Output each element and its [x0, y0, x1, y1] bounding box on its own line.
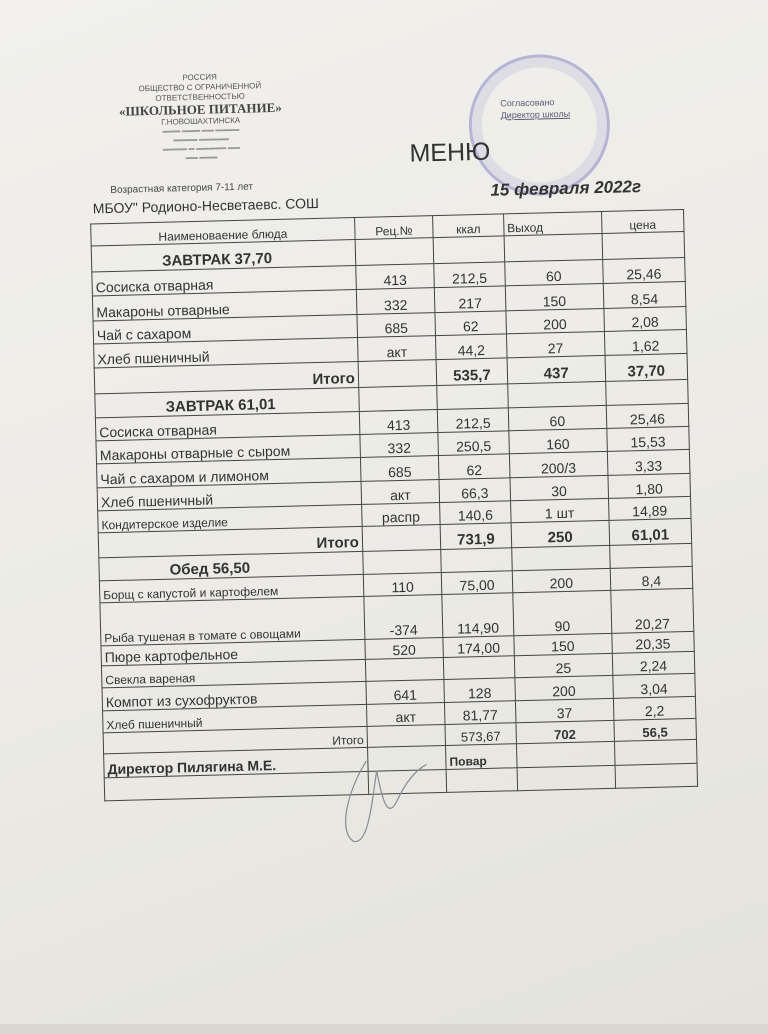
kcal [437, 384, 508, 410]
dish-name: Сосиска отварная [92, 266, 356, 296]
kcal: Повар [446, 744, 517, 770]
org-city: Г.НОВОШАХТИНСКА [161, 115, 241, 127]
portion [516, 741, 614, 767]
kcal: 81,77 [445, 701, 516, 725]
menu-date: 15 февраля 2022г [490, 177, 642, 200]
dish-name: Итого [103, 726, 367, 753]
price: 15,53 [607, 426, 690, 451]
portion: 30 [510, 475, 608, 500]
portion: 200 [512, 568, 610, 592]
dish-name: ЗАВТРАК 61,01 [95, 387, 359, 417]
portion: 60 [508, 405, 606, 430]
price [614, 739, 697, 765]
recipe-number: 520 [365, 637, 444, 659]
kcal: 114,90 [442, 593, 514, 638]
recipe-number: акт [357, 336, 436, 362]
dish-name: Макароны отварные с сыром [96, 434, 360, 463]
recipe-number [355, 238, 434, 266]
price: 14,89 [608, 496, 691, 520]
portion: 200/3 [509, 451, 607, 477]
dish-name: Итого [94, 361, 358, 393]
price: 1,62 [604, 329, 687, 355]
portion: 200 [506, 308, 604, 333]
org-details-blurred: ▬▬▬ ▬▬▬ ▬▬ ▬▬▬▬ ▬▬▬▬ ▬▬▬▬▬ ▬▬▬▬ ▬ ▬▬▬▬▬ ▬▬ ▬▬ ▬▬▬ [162, 126, 240, 162]
dish-name: Сосиска отварная [95, 411, 359, 440]
signature [326, 739, 439, 852]
recipe-number [365, 657, 444, 681]
dish-name: Хлеб пшеничный [103, 704, 367, 732]
price: 37,70 [605, 353, 688, 381]
approval-block [500, 96, 570, 122]
dish-name: Хлеб пшеничный [94, 337, 358, 367]
price [602, 231, 685, 259]
portion: 90 [513, 590, 612, 635]
price: 3,33 [607, 449, 690, 475]
portion: 702 [516, 720, 614, 743]
price: 8,54 [603, 281, 686, 308]
dish-name: Обед 56,50 [99, 551, 363, 580]
kcal [446, 768, 517, 793]
kcal: 573,67 [445, 723, 516, 746]
kcal: 66,3 [439, 478, 510, 503]
recipe-number [363, 550, 442, 575]
portion [504, 233, 603, 261]
dish-name: Хлеб пшеничный [97, 481, 361, 510]
menu-table [90, 209, 698, 801]
portion: 150 [514, 633, 612, 655]
recipe-number [359, 386, 438, 412]
portion: 437 [507, 355, 606, 383]
kcal: 174,00 [443, 636, 514, 658]
age-category: Возрастная категория 7-11 лет [110, 181, 254, 196]
recipe-number: 641 [366, 679, 445, 704]
kcal: 44,2 [436, 334, 507, 360]
recipe-number: 413 [356, 264, 435, 290]
org-line2: ОТВЕТСТВЕННОСТЬЮ [155, 91, 245, 103]
dish-name: Компот из сухофруктов [102, 681, 366, 710]
price: 2,24 [612, 651, 695, 675]
kcal: 212,5 [437, 408, 508, 433]
dish-name: Свекла вареная [101, 659, 365, 687]
kcal: 128 [444, 678, 515, 703]
dish-name: Борщ с капустой и картофелем [99, 574, 363, 602]
dish-name: Итого [98, 526, 362, 557]
kcal: 140,6 [440, 501, 511, 525]
recipe-number [358, 360, 437, 388]
price: 56,5 [614, 718, 697, 741]
portion: 200 [515, 675, 613, 700]
dish-name: Директор Пилягина М.Е. [104, 747, 368, 777]
dish-name: Рыба тушеная в томате с овощами [100, 596, 365, 645]
recipe-number: акт [361, 480, 440, 505]
price: 25,46 [606, 403, 689, 428]
recipe-number: -374 [364, 595, 443, 640]
org-name: «ШКОЛЬНОЕ ПИТАНИЕ» [118, 99, 282, 119]
school-name: МБОУ" Родионо-Несветаевс. СОШ [92, 194, 320, 217]
org-country: РОССИЯ [182, 72, 217, 83]
price: 25,46 [602, 257, 685, 283]
price: 20,27 [610, 588, 693, 633]
dish-name: Пюре картофельное [101, 639, 365, 665]
school-stamp [467, 53, 611, 197]
price [609, 543, 692, 568]
recipe-number: 110 [363, 573, 442, 597]
kcal: 75,00 [441, 571, 512, 595]
kcal: 62 [439, 454, 510, 480]
price: 1,80 [608, 473, 691, 498]
organization-header [90, 70, 312, 165]
kcal: 62 [435, 311, 506, 336]
column-header: Рец.№ [354, 216, 433, 240]
portion: 1 шт [510, 498, 608, 522]
dish-name: Кондитерское изделие [98, 504, 362, 532]
kcal [441, 548, 512, 573]
kcal [433, 236, 504, 264]
kcal: 731,9 [440, 523, 511, 550]
recipe-number: 332 [356, 288, 435, 315]
portion: 27 [506, 331, 604, 357]
dish-name: Чай с сахаром [93, 315, 357, 344]
dish-name: ЗАВТРАК 37,70 [91, 240, 355, 272]
price: 2,2 [613, 696, 696, 720]
recipe-number: акт [366, 702, 445, 726]
column-header: Наименоваение блюда [91, 218, 355, 246]
price: 20,35 [612, 631, 695, 653]
kcal: 212,5 [434, 262, 505, 288]
recipe-number: распр [361, 503, 440, 527]
approval-line2: Директор школы [500, 108, 571, 121]
recipe-number: 685 [357, 313, 436, 338]
kcal: 217 [434, 286, 505, 313]
page-title: МЕНЮ [409, 137, 491, 168]
portion: 160 [509, 428, 607, 453]
kcal [444, 656, 515, 680]
price: 2,08 [604, 306, 687, 331]
column-header: цена [601, 209, 684, 233]
dish-name: Макароны отварные [92, 290, 356, 321]
recipe-number: 685 [360, 456, 439, 482]
price [605, 379, 688, 405]
portion: 60 [504, 259, 602, 285]
org-line1: ОБЩЕСТВО С ОГРАНИЧЕННОЙ [138, 81, 262, 94]
column-header: Выход [503, 211, 601, 235]
recipe-number: 413 [359, 410, 438, 435]
recipe-number [362, 525, 441, 552]
portion: 25 [514, 653, 612, 677]
approval-line1: Согласовано [500, 97, 555, 109]
portion [517, 765, 615, 790]
portion [511, 545, 609, 570]
column-header: ккал [433, 214, 504, 238]
portion [507, 381, 605, 407]
portion: 150 [505, 283, 604, 310]
price: 8,4 [610, 566, 693, 590]
kcal: 250,5 [438, 431, 509, 456]
recipe-number: 332 [360, 433, 439, 458]
portion: 37 [515, 698, 613, 722]
dish-name: Чай с сахаром и лимоном [97, 457, 361, 487]
price: 61,01 [609, 518, 692, 545]
portion: 250 [511, 520, 610, 547]
price [615, 763, 698, 788]
kcal: 535,7 [436, 358, 507, 386]
price: 3,04 [613, 673, 696, 698]
